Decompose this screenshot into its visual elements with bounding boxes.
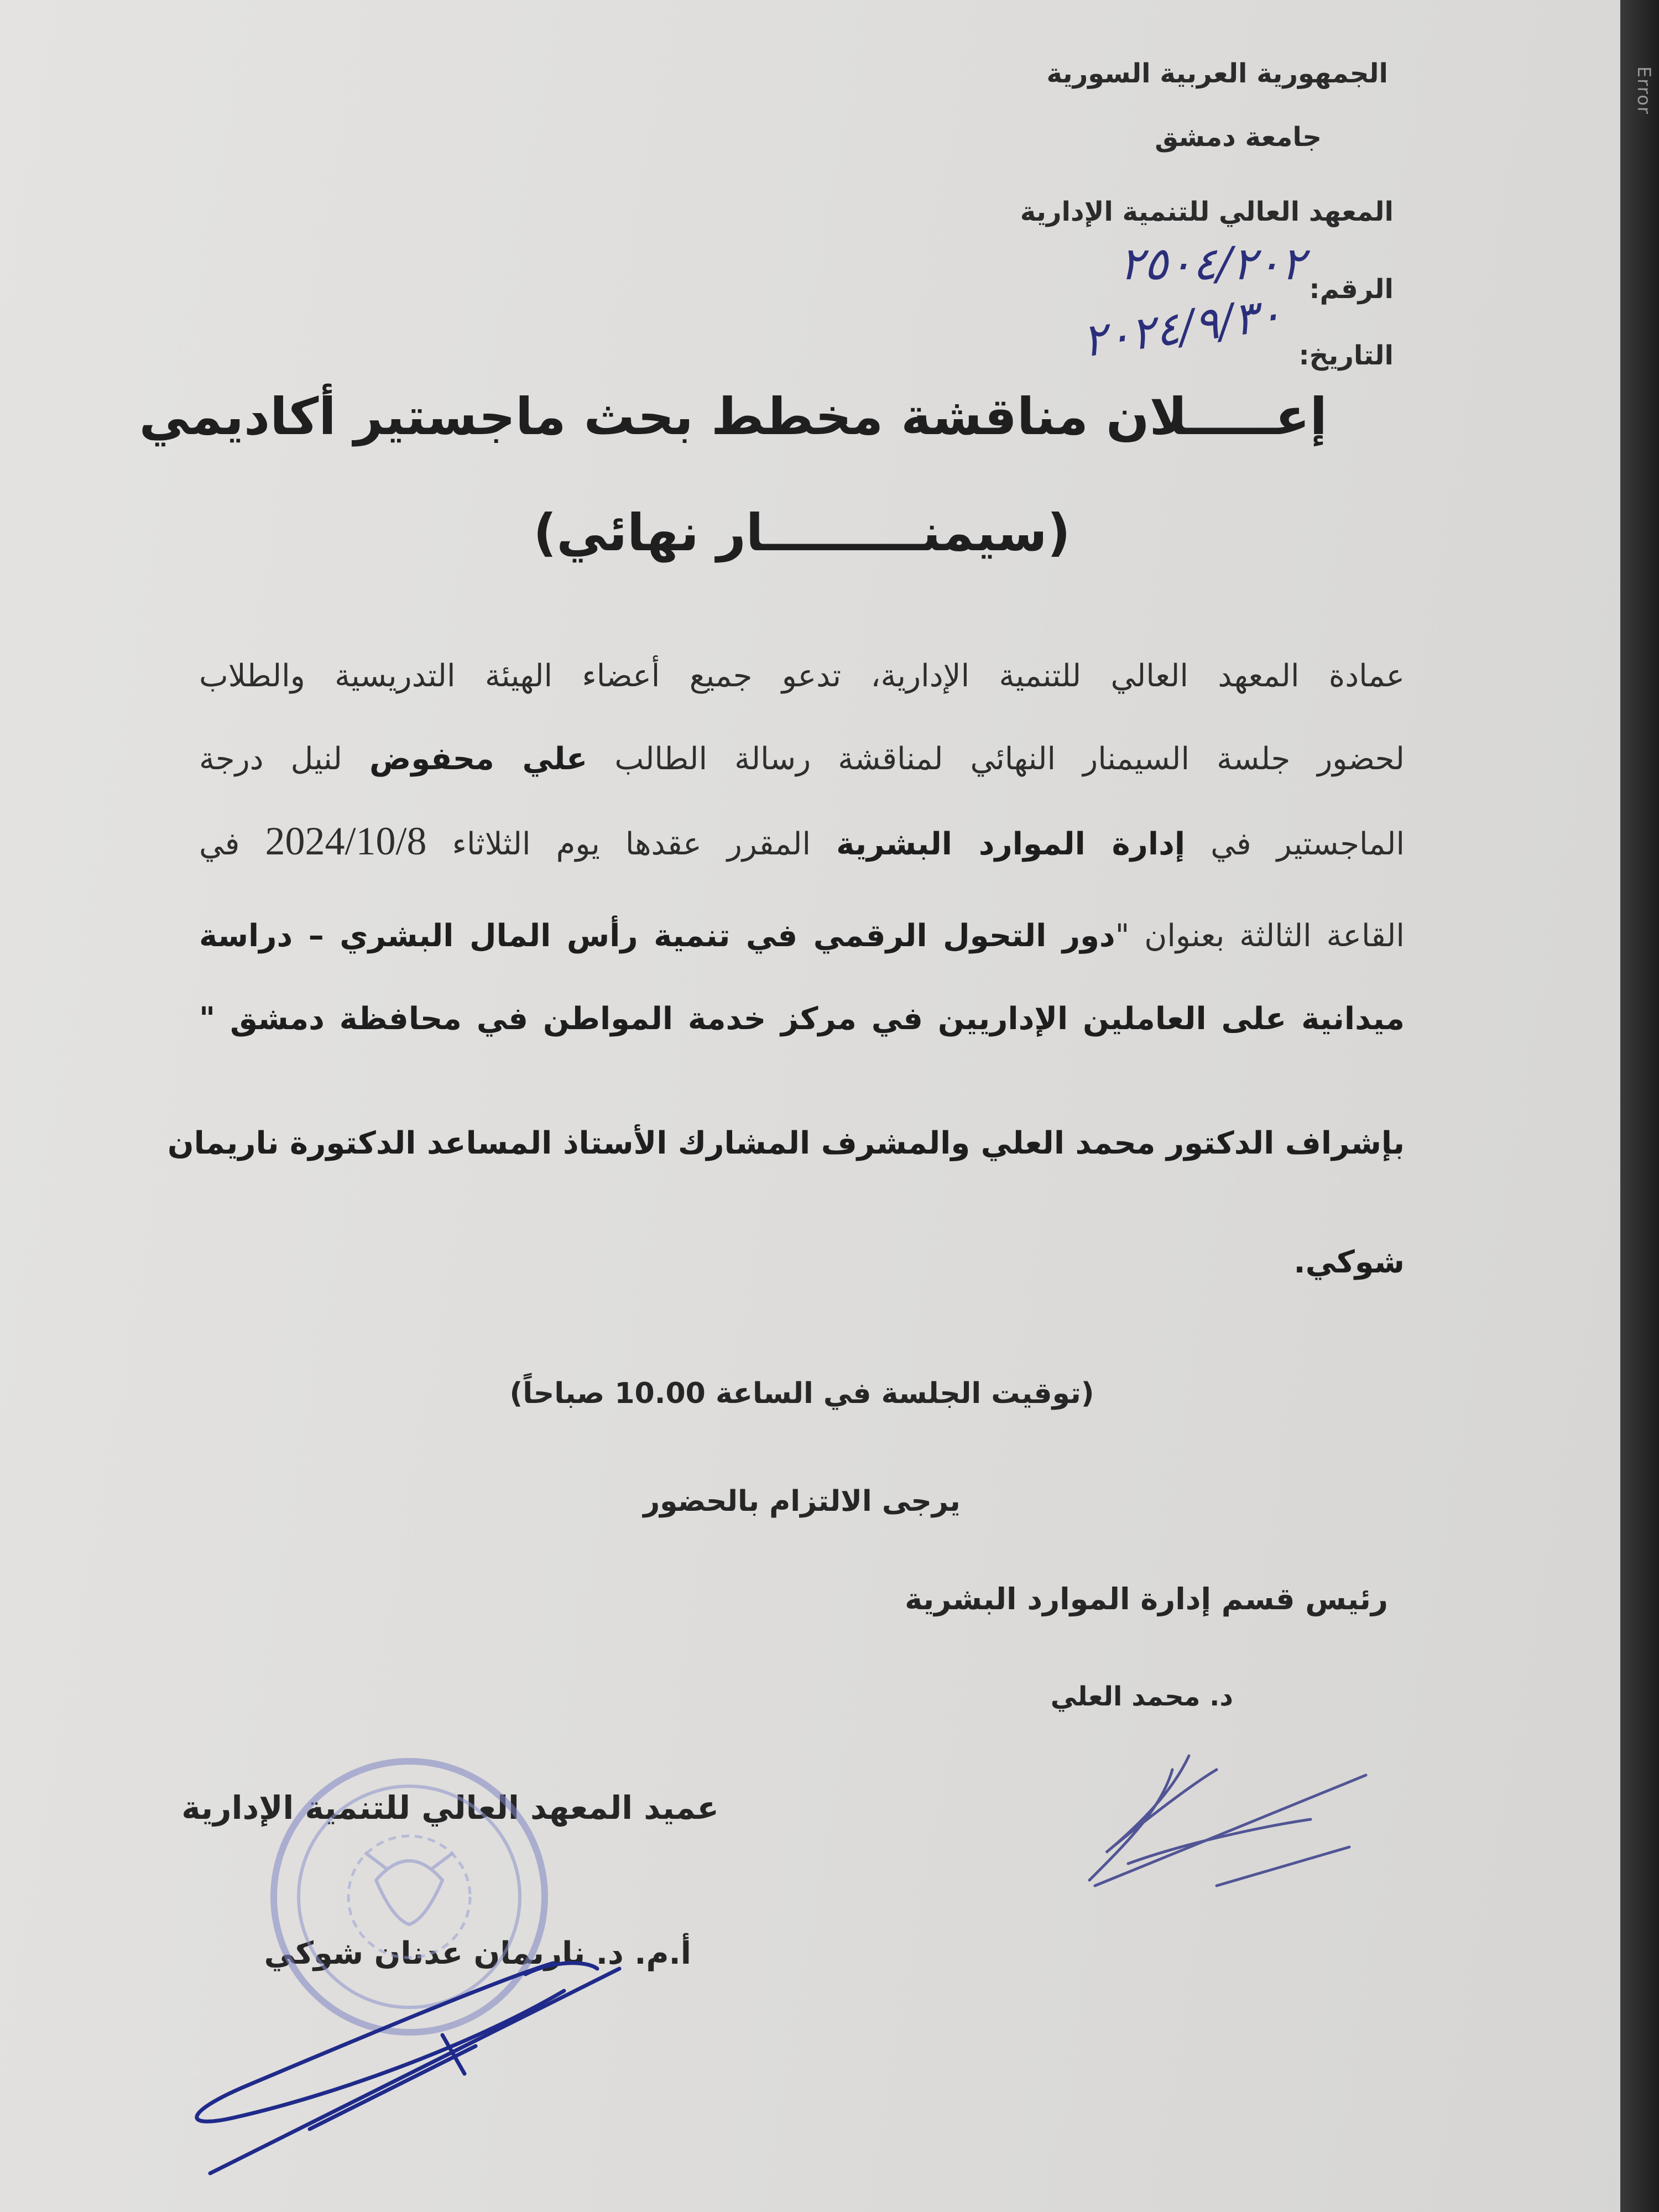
header-institute: المعهد العالي للتنمية الإدارية (1020, 196, 1394, 227)
dean-signature (197, 1963, 619, 2173)
body-text: لنيل درجة (199, 741, 342, 777)
edge-label: Error (1634, 66, 1655, 115)
dean-name: أ.م. د. ناريمان عدنان شوكي (264, 1936, 691, 1971)
official-stamp (274, 1761, 545, 2032)
date-label: التاريخ: (1298, 340, 1394, 371)
reference-number-handwritten: ٢٥٠٤/٢٠٢ (1119, 238, 1305, 290)
body-text: الماجستير في (1211, 826, 1405, 862)
header-university: جامعة دمشق (1155, 122, 1322, 153)
student-name: علي محفوض (369, 741, 588, 777)
announcement-title: إعـــــلان مناقشة مخطط بحث ماجستير أكاديمي (139, 387, 1327, 446)
supervisors-text: بإشراف الدكتور محمد العلي والمشرف المشارك الأستاذ المساعد الدكتورة ناريمان (167, 1125, 1405, 1161)
thesis-title: دور التحول الرقمي في تنمية رأس المال البشري – دراسة (199, 918, 1115, 954)
head-of-department-signature (1089, 1756, 1366, 1886)
attendance-request: يرجى الالتزام بالحضور (643, 1485, 961, 1518)
dean-title: عميد المعهد العالي للتنمية الإدارية (181, 1789, 719, 1827)
reference-label: الرقم: (1309, 274, 1394, 305)
head-of-department-name: د. محمد العلي (1050, 1681, 1233, 1712)
body-text: لحضور جلسة السيمنار النهائي لمناقشة رسالة الطالب (614, 741, 1405, 777)
supervisor-surname: شوكي. (1293, 1244, 1405, 1280)
announcement-subtitle: (سيمنـــــــــار نهائي) (533, 503, 1071, 562)
body-text: المقرر عقدها يوم الثلاثاء (452, 826, 811, 862)
thesis-title-continued: ميدانية على العاملين الإداريين في مركز خدمة المواطن في محافظة دمشق " (199, 1001, 1405, 1037)
session-date: 2024/10/8 (265, 819, 427, 863)
body-text: عمادة المعهد العالي للتنمية الإدارية، تدعو جميع أعضاء الهيئة التدريسية والطلاب (199, 658, 1405, 694)
date-handwritten: ٢٠٢٤/٩/٣٠ (1079, 288, 1286, 368)
header-country: الجمهورية العربية السورية (1046, 58, 1388, 89)
department-name: إدارة الموارد البشرية (836, 826, 1186, 862)
session-timing: (توقيت الجلسة في الساعة 10.00 صباحاً) (509, 1377, 1094, 1410)
head-of-department-title: رئيس قسم إدارة الموارد البشرية (905, 1582, 1388, 1616)
body-text: القاعة الثالثة بعنوان " (1115, 918, 1405, 954)
body-text: في (199, 826, 240, 862)
